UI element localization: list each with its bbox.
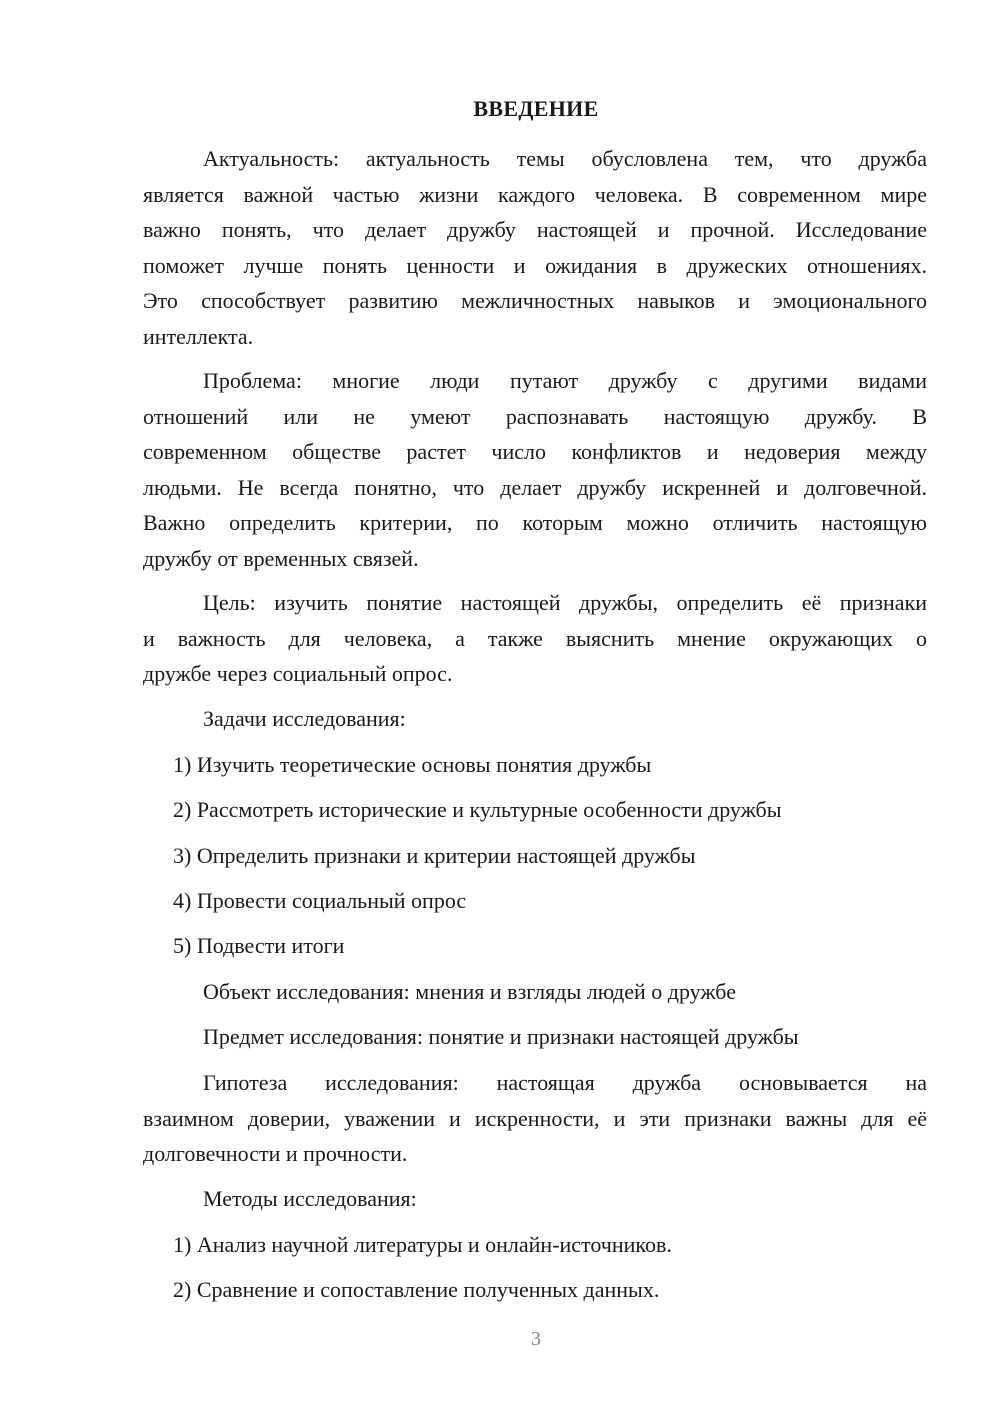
paragraph-hypothesis xyxy=(143,1065,927,1172)
tasks-heading: Задачи исследования: xyxy=(203,706,406,731)
paragraph-goal xyxy=(143,585,927,692)
text-line: интеллекта. xyxy=(143,323,254,349)
text-line: Гипотеза исследования: настоящая дружба основывается на xyxy=(203,1070,927,1095)
text-line: взаимном доверии, уважении и искренности, и эти признаки важны для её xyxy=(143,1105,927,1131)
text-line: современном обществе растет число конфликтов и недоверия между xyxy=(143,439,927,464)
text-line: дружбе через социальный опрос. xyxy=(143,661,453,686)
research-subject: Предмет исследования: понятие и признаки настоящей дружбы xyxy=(203,1024,799,1049)
task-item: 1) Изучить теоретические основы понятия дружбы xyxy=(173,752,652,777)
task-item: 5) Подвести итоги xyxy=(173,933,345,958)
text-line: Важно определить критерии, по которым можно отличить настоящую xyxy=(143,510,927,535)
page-number: 3 xyxy=(531,1328,541,1350)
text-line: Актуальность: актуальность темы обусловлена тем, что дружба xyxy=(203,146,927,171)
text-line: поможет лучше понять ценности и ожидания в дружеских отношениях. xyxy=(143,252,927,278)
task-item: 2) Рассмотреть исторические и культурные особенности дружбы xyxy=(173,797,782,822)
text-line: людьми. Не всегда понятно, что делает дружбу искренней и долговечной. xyxy=(143,474,927,500)
paragraph-relevance xyxy=(143,141,927,354)
task-item: 4) Провести социальный опрос xyxy=(173,888,467,913)
page-title: ВВЕДЕНИЕ xyxy=(473,96,599,121)
text-line: отношений или не умеют распознавать настоящую дружбу. В xyxy=(143,403,927,429)
text-line: долговечности и прочности. xyxy=(143,1141,408,1166)
method-item: 1) Анализ научной литературы и онлайн-источников. xyxy=(173,1232,672,1257)
text-line: Это способствует развитию межличностных навыков и эмоционального xyxy=(143,288,927,313)
text-line: важно понять, что делает дружбу настоящей и прочной. Исследование xyxy=(143,217,927,242)
text-line: является важной частью жизни каждого человека. В современном мире xyxy=(143,181,927,207)
methods-heading: Методы исследования: xyxy=(203,1186,417,1211)
paragraph-problem xyxy=(143,363,927,576)
text-line: дружбу от временных связей. xyxy=(143,545,419,571)
research-object: Объект исследования: мнения и взгляды людей о дружбе xyxy=(203,979,736,1004)
task-item: 3) Определить признаки и критерии настоящей дружбы xyxy=(173,843,696,868)
text-line: и важность для человека, а также выяснить мнение окружающих о xyxy=(143,625,927,651)
method-item: 2) Сравнение и сопоставление полученных данных. xyxy=(173,1277,660,1302)
text-line: Проблема: многие люди путают дружбу с другими видами xyxy=(203,368,927,393)
text-line: Цель: изучить понятие настоящей дружбы, определить её признаки xyxy=(203,590,927,615)
